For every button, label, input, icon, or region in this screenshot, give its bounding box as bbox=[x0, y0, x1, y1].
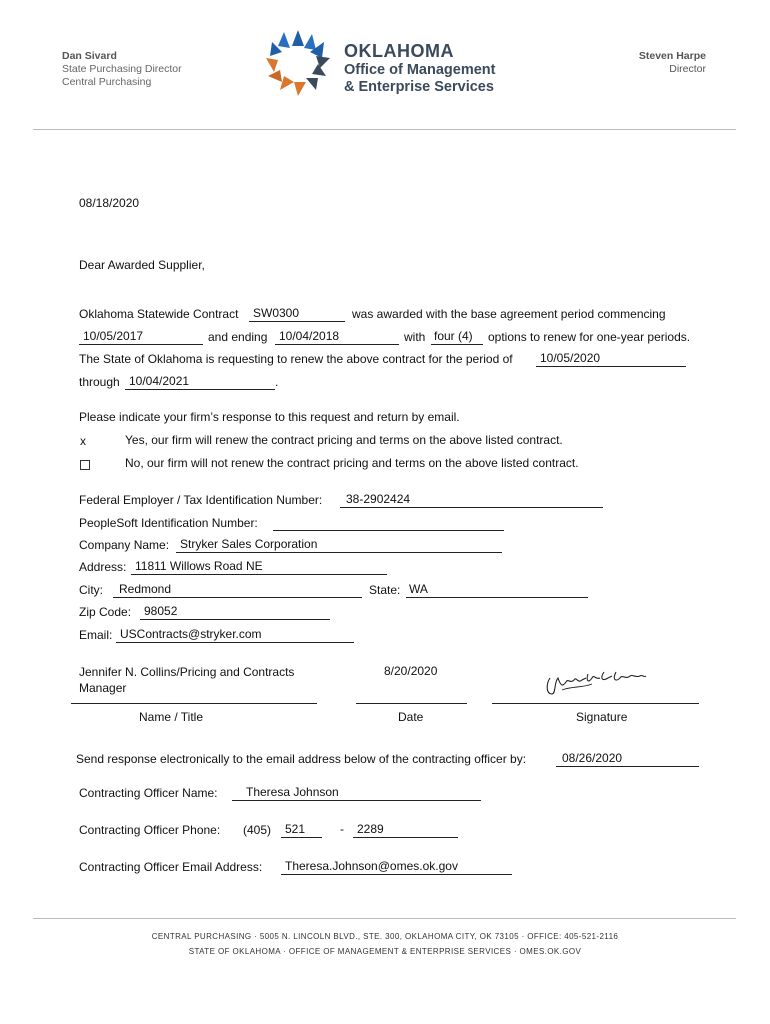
header-right-block bbox=[639, 50, 706, 76]
renewals: four (4) bbox=[434, 329, 473, 343]
state-label: State: bbox=[369, 583, 401, 597]
date-line bbox=[356, 703, 467, 704]
signer-name-line1: Jennifer N. Collins/Pricing and Contracts bbox=[79, 665, 295, 679]
city-field[interactable] bbox=[113, 582, 362, 598]
send-instructions: Send response electronically to the email address below of the contracting officer by: bbox=[76, 752, 527, 766]
officer-name-label: Contracting Officer Name: bbox=[79, 786, 218, 800]
p1-text-e: options to renew for one-year periods. bbox=[488, 330, 691, 344]
renew-start-field[interactable] bbox=[536, 351, 686, 367]
fein-label: Federal Employer / Tax Identification Number: bbox=[79, 493, 323, 507]
footer-line1: CENTRAL PURCHASING · 5005 N. LINCOLN BLVD., STE. 300, OKLAHOMA CITY, OK 73105 · OFFICE: 405-521-2116 bbox=[151, 932, 619, 941]
signer-name-line2: Manager bbox=[79, 681, 127, 695]
signature-caption: Signature bbox=[576, 710, 628, 724]
handwritten-signature-icon bbox=[542, 664, 652, 700]
address-field[interactable] bbox=[131, 559, 387, 575]
renewals-field[interactable] bbox=[431, 329, 483, 345]
company-field[interactable] bbox=[176, 537, 502, 553]
phone-dash: - bbox=[340, 822, 344, 836]
logo-enterprise: & Enterprise Services bbox=[344, 79, 494, 95]
letter-date: 08/18/2020 bbox=[79, 196, 140, 210]
renew-end: 10/04/2021 bbox=[129, 374, 190, 388]
footer-divider bbox=[33, 918, 736, 919]
fein-field[interactable] bbox=[340, 492, 603, 508]
contract-number: SW0300 bbox=[253, 306, 300, 320]
officer-name: Theresa Johnson bbox=[246, 785, 339, 799]
fein-value: 38-2902424 bbox=[346, 492, 411, 506]
due-date-field[interactable] bbox=[556, 751, 699, 767]
director-title: State Purchasing Director bbox=[62, 63, 182, 75]
renew-end-field[interactable] bbox=[125, 374, 275, 390]
company-label: Company Name: bbox=[79, 538, 170, 552]
officer-prefix: 521 bbox=[285, 822, 306, 836]
p1-text-b: was awarded with the base agreement period commencing bbox=[352, 307, 666, 321]
city-value: Redmond bbox=[119, 582, 172, 596]
zip-label: Zip Code: bbox=[79, 605, 132, 619]
sign-date: 8/20/2020 bbox=[384, 664, 438, 678]
p2-text-b: through bbox=[79, 375, 120, 389]
p1-text-a: Oklahoma Statewide Contract bbox=[79, 307, 239, 321]
department-name: Central Purchasing bbox=[62, 76, 152, 88]
p1-text-c: and ending bbox=[208, 330, 268, 344]
director-right-title: Director bbox=[669, 63, 706, 75]
officer-area-code: (405) bbox=[243, 823, 272, 837]
yes-option-text: Yes, our firm will renew the contract pricing and terms on the above listed contract. bbox=[125, 433, 563, 447]
logo-office: Office of Management bbox=[344, 62, 496, 78]
p1-text-d: with bbox=[404, 330, 426, 344]
start-date: 10/05/2017 bbox=[83, 329, 144, 343]
company-value: Stryker Sales Corporation bbox=[180, 537, 318, 551]
officer-line-number: 2289 bbox=[357, 822, 384, 836]
email-label: Email: bbox=[79, 628, 113, 642]
header-divider bbox=[33, 129, 736, 130]
start-date-field[interactable] bbox=[79, 329, 203, 345]
officer-prefix-field[interactable] bbox=[281, 822, 322, 838]
no-checkbox[interactable] bbox=[80, 460, 90, 470]
salutation: Dear Awarded Supplier, bbox=[79, 258, 205, 272]
officer-name-field[interactable] bbox=[232, 785, 481, 801]
footer-line2: STATE OF OKLAHOMA · OFFICE OF MANAGEMENT & ENTERPRISE SERVICES · OMES.OK.GOV bbox=[188, 947, 582, 956]
officer-phone-label: Contracting Officer Phone: bbox=[79, 823, 221, 837]
name-title-caption: Name / Title bbox=[139, 710, 204, 724]
address-label: Address: bbox=[79, 560, 127, 574]
p2-text-a: The State of Oklahoma is requesting to renew the above contract for the period of bbox=[79, 352, 513, 366]
zip-field[interactable] bbox=[140, 604, 330, 620]
name-title-line bbox=[71, 703, 317, 704]
renew-start: 10/05/2020 bbox=[540, 351, 601, 365]
peoplesoft-field[interactable] bbox=[273, 515, 504, 531]
signature-line bbox=[492, 703, 699, 704]
director-name: Dan Sivard bbox=[62, 50, 117, 62]
signer-name-title bbox=[79, 664, 294, 696]
contract-number-field[interactable] bbox=[249, 306, 345, 322]
header-left-block bbox=[62, 50, 182, 89]
end-date: 10/04/2018 bbox=[279, 329, 340, 343]
instructions: Please indicate your firm’s response to this request and return by email. bbox=[79, 410, 460, 424]
end-date-field[interactable] bbox=[275, 329, 399, 345]
address-value: 11811 Willows Road NE bbox=[135, 559, 263, 573]
city-label: City: bbox=[79, 583, 103, 597]
p2-period: . bbox=[275, 375, 279, 389]
officer-line-field[interactable] bbox=[353, 822, 458, 838]
email-field[interactable] bbox=[116, 627, 354, 643]
yes-checkbox[interactable]: x bbox=[80, 434, 86, 448]
state-value: WA bbox=[409, 582, 428, 596]
officer-email-label: Contracting Officer Email Address: bbox=[79, 860, 263, 874]
state-field[interactable] bbox=[406, 582, 588, 598]
omes-star-logo-icon bbox=[262, 28, 334, 100]
no-option-text: No, our firm will not renew the contract pricing and terms on the above listed contract. bbox=[125, 456, 579, 470]
date-caption: Date bbox=[398, 710, 424, 724]
director-right-name: Steven Harpe bbox=[638, 50, 706, 62]
due-date: 08/26/2020 bbox=[562, 751, 623, 765]
officer-email: Theresa.Johnson@omes.ok.gov bbox=[285, 859, 458, 873]
email-value: USContracts@stryker.com bbox=[120, 627, 262, 641]
omes-logo-text bbox=[344, 40, 495, 96]
logo-oklahoma: OKLAHOMA bbox=[344, 41, 454, 61]
officer-email-field[interactable] bbox=[281, 859, 512, 875]
zip-value: 98052 bbox=[144, 604, 178, 618]
peoplesoft-label: PeopleSoft Identification Number: bbox=[79, 516, 258, 530]
